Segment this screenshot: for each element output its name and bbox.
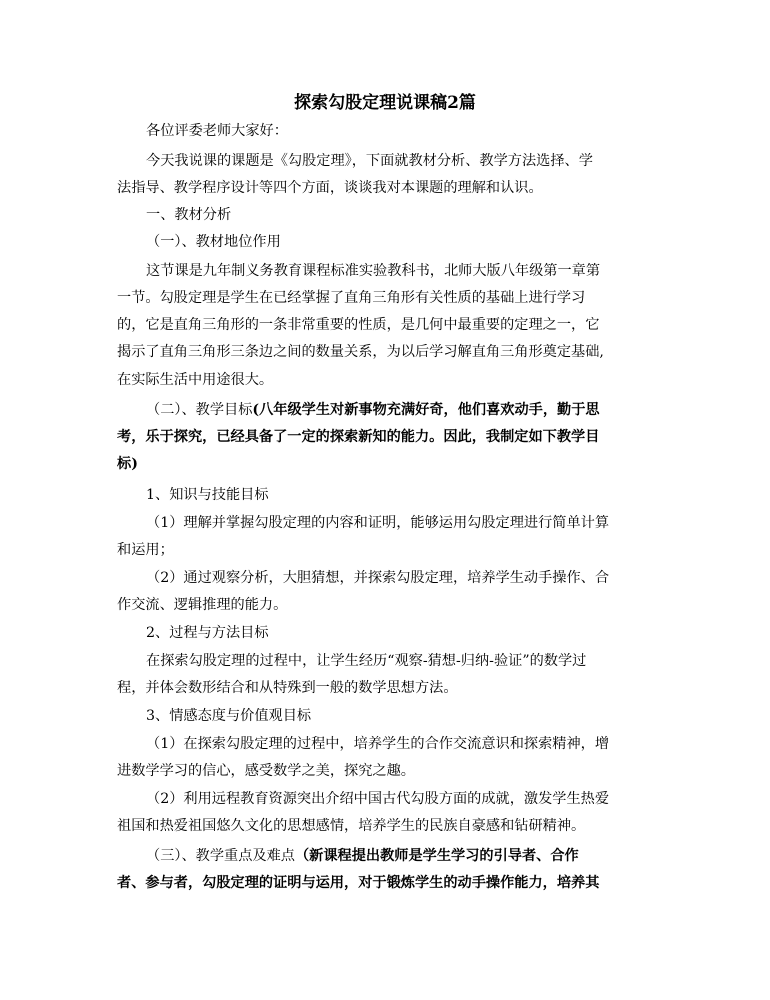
paragraph-line: 一节。勾股定理是学生在已经掌握了直角三角形有关性质的基础上进行学习	[117, 290, 586, 306]
paragraph-line: 在实际生活中用途很大。	[117, 372, 274, 388]
paragraph-line: 法指导、教学程序设计等四个方面，谈谈我对本课题的理解和认识。	[117, 180, 543, 196]
subsection-heading: （二）、教学目标	[146, 402, 253, 418]
goal-heading: 3、情感态度与价值观目标	[146, 708, 312, 724]
bold-note: （新课程提出教师是学生学习的引导者、合作	[294, 848, 579, 864]
document-title: 探索勾股定理说课稿2篇	[294, 93, 476, 113]
paragraph-line: （2）通过观察分析，大胆猜想，并探索勾股定理，培养学生动手操作、合	[146, 570, 610, 586]
goal-heading: 1、知识与技能目标	[146, 487, 269, 503]
paragraph-line: 今天我说课的课题是《勾股定理》，下面就教材分析、教学方法选择、学	[146, 153, 593, 169]
paragraph-line: 进数学学习的信心，感受数学之美，探究之趣。	[117, 763, 415, 779]
paragraph-line: 这节课是九年制义务教育课程标准实验教科书，北师大版八年级第一章第	[146, 263, 601, 279]
subsection-heading-line	[146, 400, 686, 420]
subsection-heading: （三）、教学重点及难点	[146, 848, 295, 864]
paragraph-line: （1）理解并掌握勾股定理的内容和证明，能够运用勾股定理进行简单计算	[146, 515, 610, 531]
paragraph-line: （2）利用远程教育资源突出介绍中国古代勾股方面的成就，激发学生热爱	[146, 791, 610, 807]
subsection-heading-line	[146, 846, 686, 866]
bold-note-line: 者、参与者，勾股定理的证明与运用，对于锻炼学生的动手操作能力，培养其	[117, 875, 600, 891]
bold-note-line: 标)	[117, 456, 138, 472]
goal-heading: 2、过程与方法目标	[146, 625, 269, 641]
bold-note: (八年级学生对新事物充满好奇，他们喜欢动手，勤于思	[252, 402, 600, 418]
paragraph-line: 在探索勾股定理的过程中，让学生经历“观察-猜想-归纳-验证”的数学过	[146, 653, 587, 669]
subsection-heading: （一）、教材地位作用	[146, 234, 281, 250]
paragraph-line: 祖国和热爱祖国悠久文化的思想感情，培养学生的民族自豪感和钻研精神。	[117, 818, 586, 834]
paragraph-line: 揭示了直角三角形三条边之间的数量关系，为以后学习解直角三角形奠定基础,	[117, 344, 604, 360]
section-heading: 一、教材分析	[146, 207, 232, 223]
greeting-line: 各位评委老师大家好：	[146, 123, 288, 139]
paragraph-line: 的，它是直角三角形的一条非常重要的性质，是几何中最重要的定理之一，它	[117, 317, 600, 333]
paragraph-line: 和运用；	[117, 542, 174, 558]
bold-note-line: 考，乐于探究，已经具备了一定的探索新知的能力。因此，我制定如下教学目	[117, 429, 600, 445]
paragraph-line: 程，并体会数形结合和从特殊到一般的数学思想方法。	[117, 680, 458, 696]
paragraph-line: （1）在探索勾股定理的过程中，培养学生的合作交流意识和探索精神，增	[146, 736, 610, 752]
paragraph-line: 作交流、逻辑推理的能力。	[117, 597, 288, 613]
